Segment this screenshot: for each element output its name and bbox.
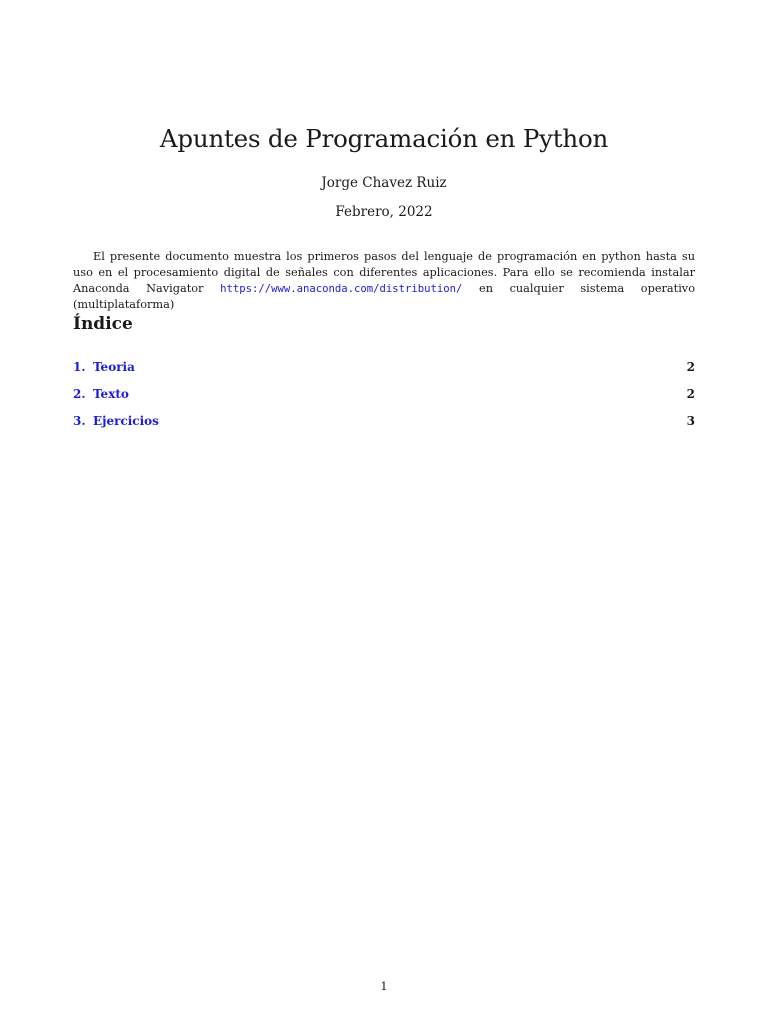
toc-entry-number: 3. [73,414,86,428]
page-number: 1 [380,980,388,993]
abstract-text: El presente documento muestra los primeros pasos del lenguaje de programación en python hasta su uso en el procesamiento digital de señales con diferentes aplicaciones. Para ello se recomienda instalar Anaconda Navigator [73,250,695,295]
toc-row [73,387,695,414]
toc-entry-page: 3 [686,414,695,428]
abstract-text-tail: en cualquier sistema operativo (multiplataforma) [73,282,695,311]
document-title: Apuntes de Programación en Python [159,124,609,153]
toc-entry-label: Ejercicios [93,414,159,428]
toc-row [73,360,695,387]
toc-row [73,414,695,441]
document-date: Febrero, 2022 [335,204,433,220]
toc-entry-page: 2 [686,360,695,374]
table-of-contents [73,360,695,441]
anaconda-link[interactable]: https://www.anaconda.com/distribution/ [220,283,463,295]
toc-entry-texto[interactable] [73,387,129,401]
toc-entry-number: 2. [73,387,86,401]
toc-entry-label: Texto [93,387,129,401]
toc-entry-page: 2 [686,387,695,401]
toc-entry-teoria[interactable] [73,360,135,374]
toc-heading: Índice [73,314,133,334]
toc-entry-number: 1. [73,360,86,374]
abstract [73,249,695,313]
toc-entry-ejercicios[interactable] [73,414,159,428]
toc-entry-label: Teoria [93,360,135,374]
document-author: Jorge Chavez Ruiz [321,175,447,191]
